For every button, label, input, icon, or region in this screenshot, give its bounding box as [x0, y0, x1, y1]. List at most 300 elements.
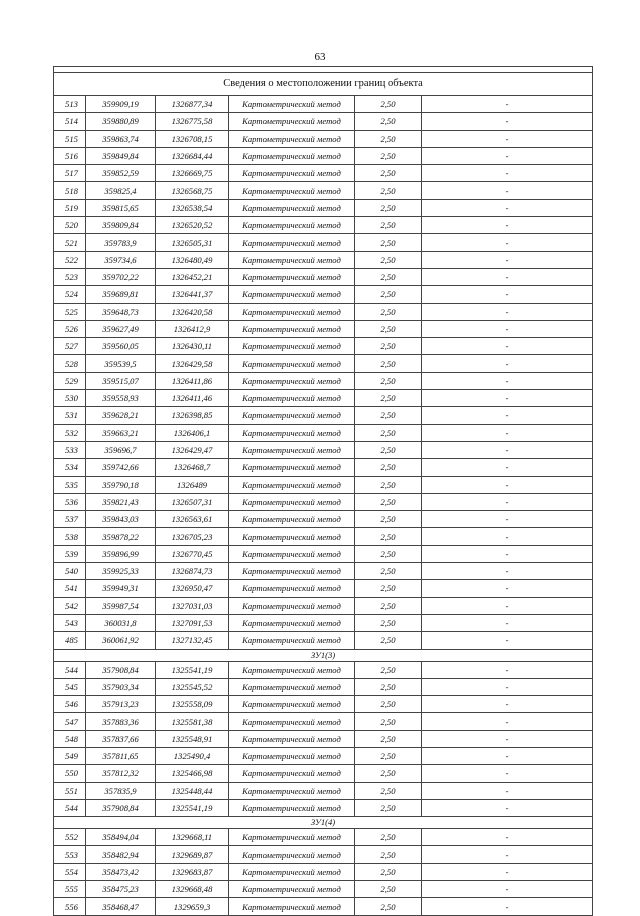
description-cell: - — [422, 713, 593, 730]
table-row — [54, 614, 593, 631]
description-cell: - — [422, 165, 593, 182]
table-row — [54, 730, 593, 747]
description-cell: - — [422, 696, 593, 713]
point-number: 547 — [54, 713, 86, 730]
accuracy-cell: 2,50 — [355, 696, 422, 713]
coordinate-x: 359925,33 — [86, 563, 156, 580]
coordinate-y: 1326441,37 — [156, 286, 229, 303]
accuracy-cell: 2,50 — [355, 614, 422, 631]
description-cell: - — [422, 678, 593, 695]
point-number: 528 — [54, 355, 86, 372]
method-cell: Картометрический метод — [229, 799, 355, 816]
method-cell: Картометрический метод — [229, 165, 355, 182]
description-cell: - — [422, 563, 593, 580]
table-row — [54, 217, 593, 234]
point-number: 546 — [54, 696, 86, 713]
accuracy-cell: 2,50 — [355, 251, 422, 268]
table-row — [54, 863, 593, 880]
coordinate-x: 359702,22 — [86, 268, 156, 285]
coordinate-y: 1325490,4 — [156, 747, 229, 764]
description-cell: - — [422, 251, 593, 268]
table-title-row — [54, 73, 593, 96]
method-cell: Картометрический метод — [229, 217, 355, 234]
section-label: ЗУ1(4) — [54, 817, 593, 829]
point-number: 523 — [54, 268, 86, 285]
method-cell: Картометрический метод — [229, 338, 355, 355]
boundary-table — [53, 66, 593, 916]
table-row — [54, 580, 593, 597]
point-number: 554 — [54, 863, 86, 880]
method-cell: Картометрический метод — [229, 96, 355, 113]
table-row — [54, 113, 593, 130]
coordinate-y: 1325558,09 — [156, 696, 229, 713]
method-cell: Картометрический метод — [229, 580, 355, 597]
table-row — [54, 696, 593, 713]
table-row — [54, 632, 593, 649]
coordinate-y: 1325548,91 — [156, 730, 229, 747]
point-number: 537 — [54, 511, 86, 528]
method-cell: Картометрический метод — [229, 113, 355, 130]
table-row — [54, 782, 593, 799]
coordinate-x: 358475,23 — [86, 881, 156, 898]
accuracy-cell: 2,50 — [355, 747, 422, 764]
table-row — [54, 390, 593, 407]
coordinate-x: 359815,65 — [86, 199, 156, 216]
method-cell: Картометрический метод — [229, 863, 355, 880]
table-row — [54, 493, 593, 510]
description-cell: - — [422, 829, 593, 846]
point-number: 532 — [54, 424, 86, 441]
coordinate-x: 357883,36 — [86, 713, 156, 730]
coordinate-x: 359627,49 — [86, 320, 156, 337]
description-cell: - — [422, 441, 593, 458]
coordinate-y: 1327091,53 — [156, 614, 229, 631]
accuracy-cell: 2,50 — [355, 286, 422, 303]
method-cell: Картометрический метод — [229, 898, 355, 915]
description-cell: - — [422, 881, 593, 898]
accuracy-cell: 2,50 — [355, 424, 422, 441]
table-row — [54, 765, 593, 782]
accuracy-cell: 2,50 — [355, 597, 422, 614]
coordinate-y: 1325545,52 — [156, 678, 229, 695]
method-cell: Картометрический метод — [229, 614, 355, 631]
method-cell: Картометрический метод — [229, 130, 355, 147]
section-header-row — [54, 817, 593, 829]
method-cell: Картометрический метод — [229, 782, 355, 799]
description-cell: - — [422, 355, 593, 372]
description-cell: - — [422, 863, 593, 880]
description-cell: - — [422, 459, 593, 476]
point-number: 526 — [54, 320, 86, 337]
coordinate-y: 1326520,52 — [156, 217, 229, 234]
table-row — [54, 511, 593, 528]
coordinate-y: 1326489 — [156, 476, 229, 493]
section-header-row — [54, 649, 593, 661]
method-cell: Картометрический метод — [229, 268, 355, 285]
accuracy-cell: 2,50 — [355, 441, 422, 458]
table-row — [54, 165, 593, 182]
description-cell: - — [422, 182, 593, 199]
coordinate-y: 1325448,44 — [156, 782, 229, 799]
point-number: 513 — [54, 96, 86, 113]
method-cell: Картометрический метод — [229, 355, 355, 372]
coordinate-x: 360031,8 — [86, 614, 156, 631]
coordinate-x: 359560,05 — [86, 338, 156, 355]
coordinate-y: 1327132,45 — [156, 632, 229, 649]
coordinate-x: 359628,21 — [86, 407, 156, 424]
point-number: 545 — [54, 678, 86, 695]
accuracy-cell: 2,50 — [355, 782, 422, 799]
coordinate-y: 1326538,54 — [156, 199, 229, 216]
point-number: 520 — [54, 217, 86, 234]
coordinate-y: 1326398,85 — [156, 407, 229, 424]
accuracy-cell: 2,50 — [355, 234, 422, 251]
description-cell: - — [422, 286, 593, 303]
description-cell: - — [422, 96, 593, 113]
accuracy-cell: 2,50 — [355, 459, 422, 476]
point-number: 521 — [54, 234, 86, 251]
coordinate-y: 1326468,7 — [156, 459, 229, 476]
coordinate-x: 359843,03 — [86, 511, 156, 528]
coordinate-y: 1329683,87 — [156, 863, 229, 880]
method-cell: Картометрический метод — [229, 424, 355, 441]
table-row — [54, 528, 593, 545]
coordinate-y: 1325581,38 — [156, 713, 229, 730]
table-row — [54, 407, 593, 424]
table-row — [54, 713, 593, 730]
method-cell: Картометрический метод — [229, 320, 355, 337]
coordinate-x: 359909,19 — [86, 96, 156, 113]
coordinate-y: 1326950,47 — [156, 580, 229, 597]
table-row — [54, 563, 593, 580]
description-cell: - — [422, 303, 593, 320]
method-cell: Картометрический метод — [229, 545, 355, 562]
section-label: ЗУ1(3) — [54, 649, 593, 661]
table-row — [54, 338, 593, 355]
coordinate-y: 1326563,61 — [156, 511, 229, 528]
coordinate-x: 357903,34 — [86, 678, 156, 695]
description-cell: - — [422, 661, 593, 678]
coordinate-y: 1327031,03 — [156, 597, 229, 614]
accuracy-cell: 2,50 — [355, 476, 422, 493]
table-row — [54, 545, 593, 562]
point-number: 527 — [54, 338, 86, 355]
accuracy-cell: 2,50 — [355, 881, 422, 898]
coordinate-y: 1326430,11 — [156, 338, 229, 355]
point-number: 548 — [54, 730, 86, 747]
description-cell: - — [422, 632, 593, 649]
coordinate-x: 358482,94 — [86, 846, 156, 863]
description-cell: - — [422, 730, 593, 747]
coordinate-y: 1326505,31 — [156, 234, 229, 251]
coordinate-x: 359863,74 — [86, 130, 156, 147]
description-cell: - — [422, 372, 593, 389]
point-number: 544 — [54, 661, 86, 678]
accuracy-cell: 2,50 — [355, 678, 422, 695]
description-cell: - — [422, 580, 593, 597]
accuracy-cell: 2,50 — [355, 96, 422, 113]
coordinate-y: 1326411,86 — [156, 372, 229, 389]
accuracy-cell: 2,50 — [355, 182, 422, 199]
table-row — [54, 661, 593, 678]
coordinate-x: 359878,22 — [86, 528, 156, 545]
coordinate-x: 359809,84 — [86, 217, 156, 234]
accuracy-cell: 2,50 — [355, 713, 422, 730]
coordinate-y: 1326452,21 — [156, 268, 229, 285]
page-number: 63 — [314, 51, 326, 63]
coordinate-x: 359696,7 — [86, 441, 156, 458]
accuracy-cell: 2,50 — [355, 372, 422, 389]
coordinate-x: 358473,42 — [86, 863, 156, 880]
table-row — [54, 424, 593, 441]
table-row — [54, 286, 593, 303]
description-cell: - — [422, 782, 593, 799]
point-number: 536 — [54, 493, 86, 510]
accuracy-cell: 2,50 — [355, 730, 422, 747]
table-row — [54, 898, 593, 915]
description-cell: - — [422, 747, 593, 764]
coordinate-y: 1329659,3 — [156, 898, 229, 915]
coordinate-y: 1326705,23 — [156, 528, 229, 545]
table-row — [54, 597, 593, 614]
method-cell: Картометрический метод — [229, 390, 355, 407]
coordinate-y: 1329668,48 — [156, 881, 229, 898]
coordinate-y: 1326412,9 — [156, 320, 229, 337]
coordinate-x: 357908,84 — [86, 661, 156, 678]
table-row — [54, 96, 593, 113]
point-number: 544 — [54, 799, 86, 816]
method-cell: Картометрический метод — [229, 493, 355, 510]
coordinate-y: 1326429,58 — [156, 355, 229, 372]
point-number: 531 — [54, 407, 86, 424]
coordinate-x: 359825,4 — [86, 182, 156, 199]
coordinate-x: 359896,99 — [86, 545, 156, 562]
method-cell: Картометрический метод — [229, 441, 355, 458]
description-cell: - — [422, 614, 593, 631]
method-cell: Картометрический метод — [229, 563, 355, 580]
description-cell: - — [422, 338, 593, 355]
table-row — [54, 829, 593, 846]
method-cell: Картометрический метод — [229, 147, 355, 164]
point-number: 529 — [54, 372, 86, 389]
method-cell: Картометрический метод — [229, 632, 355, 649]
coordinate-x: 359783,9 — [86, 234, 156, 251]
accuracy-cell: 2,50 — [355, 268, 422, 285]
point-number: 542 — [54, 597, 86, 614]
accuracy-cell: 2,50 — [355, 829, 422, 846]
accuracy-cell: 2,50 — [355, 511, 422, 528]
point-number: 540 — [54, 563, 86, 580]
coordinate-x: 359790,18 — [86, 476, 156, 493]
description-cell: - — [422, 528, 593, 545]
point-number: 525 — [54, 303, 86, 320]
accuracy-cell: 2,50 — [355, 130, 422, 147]
coordinate-x: 357811,65 — [86, 747, 156, 764]
method-cell: Картометрический метод — [229, 678, 355, 695]
table-row — [54, 251, 593, 268]
point-number: 543 — [54, 614, 86, 631]
description-cell: - — [422, 765, 593, 782]
table-row — [54, 881, 593, 898]
accuracy-cell: 2,50 — [355, 765, 422, 782]
point-number: 539 — [54, 545, 86, 562]
method-cell: Картометрический метод — [229, 372, 355, 389]
point-number: 524 — [54, 286, 86, 303]
coordinate-x: 359663,21 — [86, 424, 156, 441]
accuracy-cell: 2,50 — [355, 217, 422, 234]
coordinate-y: 1329689,87 — [156, 846, 229, 863]
coordinate-x: 359987,54 — [86, 597, 156, 614]
point-number: 533 — [54, 441, 86, 458]
coordinate-y: 1326429,47 — [156, 441, 229, 458]
method-cell: Картометрический метод — [229, 251, 355, 268]
table-row — [54, 199, 593, 216]
coordinate-x: 358468,47 — [86, 898, 156, 915]
point-number: 552 — [54, 829, 86, 846]
method-cell: Картометрический метод — [229, 730, 355, 747]
table-row — [54, 441, 593, 458]
description-cell: - — [422, 898, 593, 915]
description-cell: - — [422, 424, 593, 441]
table-row — [54, 747, 593, 764]
point-number: 485 — [54, 632, 86, 649]
method-cell: Картометрический метод — [229, 182, 355, 199]
point-number: 522 — [54, 251, 86, 268]
description-cell: - — [422, 130, 593, 147]
description-cell: - — [422, 407, 593, 424]
coordinate-y: 1329668,11 — [156, 829, 229, 846]
point-number: 530 — [54, 390, 86, 407]
accuracy-cell: 2,50 — [355, 493, 422, 510]
point-number: 550 — [54, 765, 86, 782]
method-cell: Картометрический метод — [229, 303, 355, 320]
method-cell: Картометрический метод — [229, 713, 355, 730]
accuracy-cell: 2,50 — [355, 632, 422, 649]
coordinate-x: 359949,31 — [86, 580, 156, 597]
description-cell: - — [422, 320, 593, 337]
method-cell: Картометрический метод — [229, 459, 355, 476]
accuracy-cell: 2,50 — [355, 846, 422, 863]
coordinate-y: 1325541,19 — [156, 661, 229, 678]
description-cell: - — [422, 597, 593, 614]
table-row — [54, 846, 593, 863]
description-cell: - — [422, 511, 593, 528]
table-row — [54, 372, 593, 389]
method-cell: Картометрический метод — [229, 747, 355, 764]
table-row — [54, 303, 593, 320]
description-cell: - — [422, 234, 593, 251]
table-row — [54, 355, 593, 372]
method-cell: Картометрический метод — [229, 234, 355, 251]
accuracy-cell: 2,50 — [355, 165, 422, 182]
table-row — [54, 130, 593, 147]
coordinate-x: 359821,43 — [86, 493, 156, 510]
coordinate-x: 359515,07 — [86, 372, 156, 389]
point-number: 555 — [54, 881, 86, 898]
coordinate-y: 1325541,19 — [156, 799, 229, 816]
method-cell: Картометрический метод — [229, 476, 355, 493]
table-row — [54, 182, 593, 199]
coordinate-x: 359648,73 — [86, 303, 156, 320]
coordinate-y: 1326770,45 — [156, 545, 229, 562]
accuracy-cell: 2,50 — [355, 563, 422, 580]
accuracy-cell: 2,50 — [355, 147, 422, 164]
coordinate-x: 359742,66 — [86, 459, 156, 476]
method-cell: Картометрический метод — [229, 661, 355, 678]
point-number: 551 — [54, 782, 86, 799]
description-cell: - — [422, 846, 593, 863]
coordinate-y: 1326420,58 — [156, 303, 229, 320]
coordinate-x: 359852,59 — [86, 165, 156, 182]
table-row — [54, 320, 593, 337]
point-number: 534 — [54, 459, 86, 476]
table-row — [54, 268, 593, 285]
description-cell: - — [422, 476, 593, 493]
coordinate-x: 359734,6 — [86, 251, 156, 268]
method-cell: Картометрический метод — [229, 765, 355, 782]
coordinate-y: 1326669,75 — [156, 165, 229, 182]
point-number: 535 — [54, 476, 86, 493]
point-number: 515 — [54, 130, 86, 147]
accuracy-cell: 2,50 — [355, 407, 422, 424]
coordinate-x: 357835,9 — [86, 782, 156, 799]
coordinate-x: 359880,89 — [86, 113, 156, 130]
table-row — [54, 799, 593, 816]
method-cell: Картометрический метод — [229, 286, 355, 303]
table-title: Сведения о местоположении границ объекта — [54, 73, 593, 96]
method-cell: Картометрический метод — [229, 829, 355, 846]
accuracy-cell: 2,50 — [355, 303, 422, 320]
coordinate-x: 359849,84 — [86, 147, 156, 164]
table-row — [54, 476, 593, 493]
point-number: 516 — [54, 147, 86, 164]
description-cell: - — [422, 217, 593, 234]
coordinate-y: 1326775,58 — [156, 113, 229, 130]
description-cell: - — [422, 493, 593, 510]
coordinate-y: 1326480,49 — [156, 251, 229, 268]
description-cell: - — [422, 113, 593, 130]
method-cell: Картометрический метод — [229, 511, 355, 528]
coordinate-y: 1326507,31 — [156, 493, 229, 510]
method-cell: Картометрический метод — [229, 846, 355, 863]
point-number: 553 — [54, 846, 86, 863]
point-number: 519 — [54, 199, 86, 216]
accuracy-cell: 2,50 — [355, 528, 422, 545]
accuracy-cell: 2,50 — [355, 799, 422, 816]
coordinate-x: 357837,66 — [86, 730, 156, 747]
point-number: 514 — [54, 113, 86, 130]
coordinate-x: 359539,5 — [86, 355, 156, 372]
coordinate-y: 1326877,34 — [156, 96, 229, 113]
description-cell: - — [422, 799, 593, 816]
method-cell: Картометрический метод — [229, 597, 355, 614]
description-cell: - — [422, 268, 593, 285]
accuracy-cell: 2,50 — [355, 545, 422, 562]
coordinate-x: 357908,84 — [86, 799, 156, 816]
description-cell: - — [422, 545, 593, 562]
point-number: 538 — [54, 528, 86, 545]
point-number: 517 — [54, 165, 86, 182]
coordinate-y: 1326708,15 — [156, 130, 229, 147]
table-row — [54, 234, 593, 251]
description-cell: - — [422, 199, 593, 216]
coordinate-y: 1325466,98 — [156, 765, 229, 782]
coordinate-x: 357913,23 — [86, 696, 156, 713]
accuracy-cell: 2,50 — [355, 199, 422, 216]
description-cell: - — [422, 147, 593, 164]
coordinate-x: 360061,92 — [86, 632, 156, 649]
point-number: 541 — [54, 580, 86, 597]
